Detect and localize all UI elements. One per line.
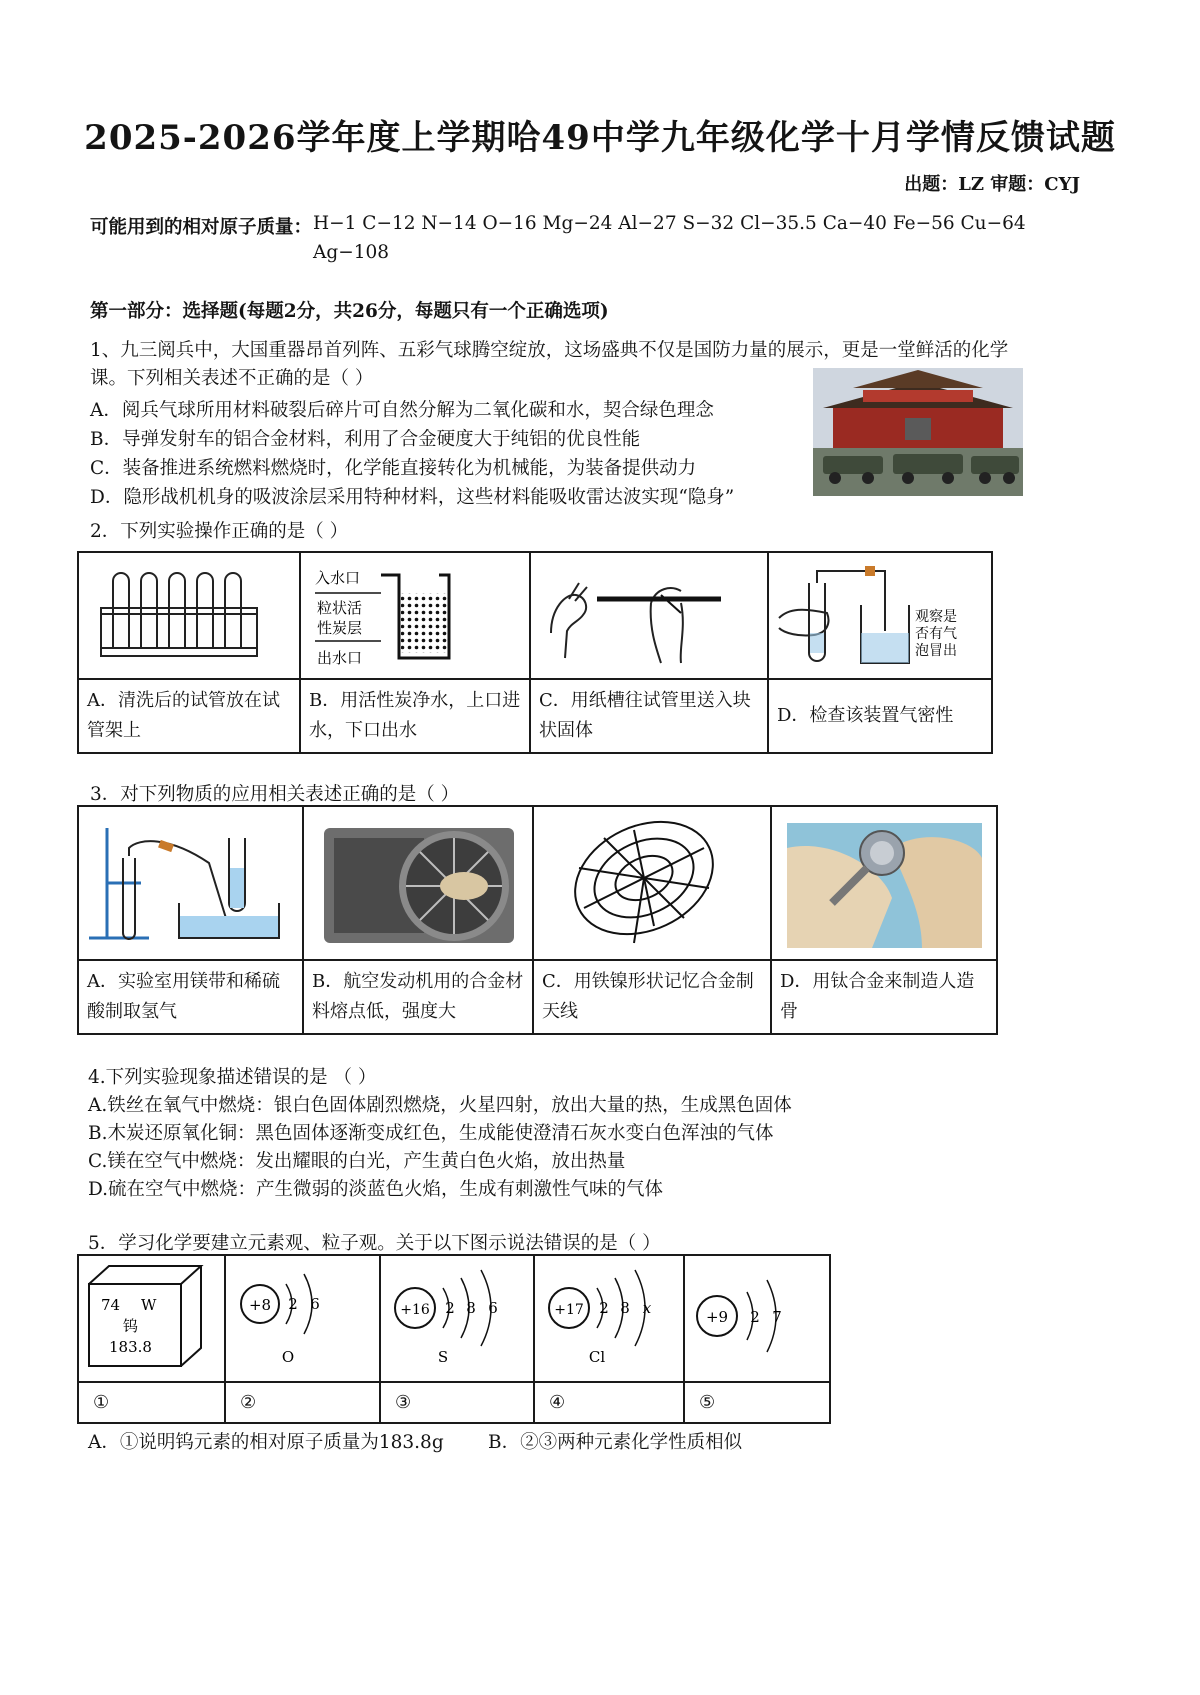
q1-stem-line-2: 课。下列相关表述不正确的是（ ） [90,368,374,389]
q3-options-table [77,805,998,1035]
q5-number-2: ② [240,1392,257,1413]
q4-option-c: C.镁在空气中燃烧：发出耀眼的白光，产生黄白色火焰，放出热量 [88,1151,626,1172]
svg-text:+9: +9 [705,1308,729,1326]
jet-engine-icon [304,808,532,958]
svg-text:8: 8 [620,1299,630,1317]
q3-option-a: A．实验室用镁带和稀硫酸制取氢气 [87,971,280,1022]
airtightness-check-icon [769,553,991,678]
q1-option-c: C．装备推进系统燃料燃烧时，化学能直接转化为机械能，为装备提供动力 [90,458,697,479]
chlorine-atom-diagram [535,1256,683,1381]
part-one-title: 第一部分：选择题(每题2分，共26分，每题只有一个正确选项) [90,301,609,322]
q3-option-d: D．用钛合金来制造人造骨 [780,971,975,1022]
q2-option-d: D．检查该装置气密性 [777,705,954,726]
svg-text:6: 6 [488,1299,498,1317]
svg-text:2: 2 [445,1299,455,1317]
q5-number-3: ③ [395,1392,412,1413]
svg-text:8: 8 [466,1299,476,1317]
q4-stem: 4.下列实验现象描述错误的是 （ ） [88,1067,377,1088]
q3-diagram-b [303,806,533,960]
svg-text:+16: +16 [400,1302,430,1318]
satellite-antenna-icon [534,808,770,958]
water-inlet-label: 入水口 [315,569,361,587]
oxygen-atom-diagram [226,1256,379,1381]
svg-text:性炭层: 性炭层 [317,619,363,637]
exam-author-meta: 出题：LZ 审题：CYJ [904,174,1080,195]
q5-option-a: A．①说明钨元素的相对原子质量为183.8g [88,1432,444,1453]
q1-option-b: B．导弹发射车的铝合金材料，利用了合金硬度大于纯铝的优良性能 [90,429,641,450]
q3-diagram-d [771,806,997,960]
fluorine-atom-diagram [685,1256,829,1381]
paper-trough-icon [531,553,767,678]
sulfur-atom-diagram [381,1256,533,1381]
water-outlet-label: 出水口 [317,649,363,667]
svg-text:观察是: 观察是 [915,609,957,625]
q5-number-4: ④ [549,1392,566,1413]
q3-option-c: C．用铁镍形状记忆合金制天线 [542,971,754,1022]
masses-line-2: Ag−108 [313,242,390,263]
q2-diagram-d [768,552,992,679]
q2-option-c: C．用纸槽往试管里送入块状固体 [539,690,751,741]
carbon-filter-icon [301,553,529,678]
svg-text:2: 2 [288,1295,298,1313]
svg-text:否有气: 否有气 [915,626,957,642]
q2-option-b: B．用活性炭净水，上口进水，下口出水 [309,690,521,741]
q2-stem: 2．下列实验操作正确的是（ ） [90,521,349,542]
svg-text:+8: +8 [248,1296,272,1314]
q5-atom-s-cell [380,1255,534,1382]
q2-diagram-a [78,552,300,679]
masses-line-1: H−1 C−12 N−14 O−16 Mg−24 Al−27 S−32 Cl−35.5 Ca−40 Fe−56 Cu−64 [313,213,1026,234]
q5-number-1: ① [93,1392,110,1413]
q5-option-b: B．②③两种元素化学性质相似 [488,1432,743,1453]
q1-option-d: D．隐形战机机身的吸波涂层采用特种材料，这些材料能吸收雷达波实现“隐身” [90,487,735,508]
q4-option-d: D.硫在空气中燃烧：产生微弱的淡蓝色火焰，生成有刺激性气味的气体 [88,1179,664,1200]
q5-atom-o-cell [225,1255,380,1382]
q5-atom-cl-cell [534,1255,684,1382]
svg-text:+17: +17 [554,1302,584,1318]
q2-options-table [77,551,993,754]
q5-number-5: ⑤ [699,1392,716,1413]
element-number: 74 [101,1296,121,1314]
artificial-bone-icon [772,808,996,958]
atom-label-o: O [281,1348,295,1366]
q2-diagram-b [300,552,530,679]
q4-option-b: B.木炭还原氧化铜：黑色固体逐渐变成红色，生成能使澄清石灰水变白色浑浊的气体 [88,1123,774,1144]
q2-diagram-c [530,552,768,679]
svg-text:2: 2 [599,1299,609,1317]
q4-option-a: A.铁丝在氧气中燃烧：银白色固体剧烈燃烧，火星四射，放出大量的热，生成黑色固体 [88,1095,792,1116]
gas-collection-icon [79,808,302,958]
q5-stem: 5．学习化学要建立元素观、粒子观。关于以下图示说法错误的是（ ） [88,1233,661,1254]
svg-text:x: x [642,1299,652,1317]
q1-stem-line-1: 1、九三阅兵中，大国重器昂首列阵、五彩气球腾空绽放，这场盛典不仅是国防力量的展示，更是一堂鲜活的化学 [90,340,1009,361]
exam-title: 2025-2026学年度上学期哈49中学九年级化学十月学情反馈试题 [84,118,1116,158]
svg-text:6: 6 [310,1295,320,1313]
q5-element-card-cell [78,1255,225,1382]
q2-option-a: A．清洗后的试管放在试管架上 [87,690,280,741]
element-name: 钨 [123,1317,139,1335]
element-mass: 183.8 [109,1338,152,1356]
q5-figures-table [77,1254,831,1424]
svg-text:泡冒出: 泡冒出 [915,643,957,659]
atom-label-cl: Cl [588,1348,606,1366]
q3-option-b: B．航空发动机用的合金材料熔点低，强度大 [312,971,524,1022]
masses-label: 可能用到的相对原子质量： [90,217,313,238]
q3-stem: 3．对下列物质的应用相关表述正确的是（ ） [90,784,460,805]
test-tube-rack-icon [79,553,299,678]
svg-text:2: 2 [750,1308,760,1326]
atom-label-s: S [437,1348,449,1366]
q3-diagram-a [78,806,303,960]
element-symbol: W [141,1296,157,1314]
q1-option-a: A．阅兵气球所用材料破裂后碎片可自然分解为二氧化碳和水，契合绿色理念 [90,400,714,421]
svg-text:7: 7 [772,1308,782,1326]
parade-photo [813,368,1023,496]
q3-diagram-c [533,806,771,960]
element-cube-icon [79,1256,224,1381]
q5-atom-f-cell [684,1255,830,1382]
svg-text:粒状活: 粒状活 [317,599,363,617]
